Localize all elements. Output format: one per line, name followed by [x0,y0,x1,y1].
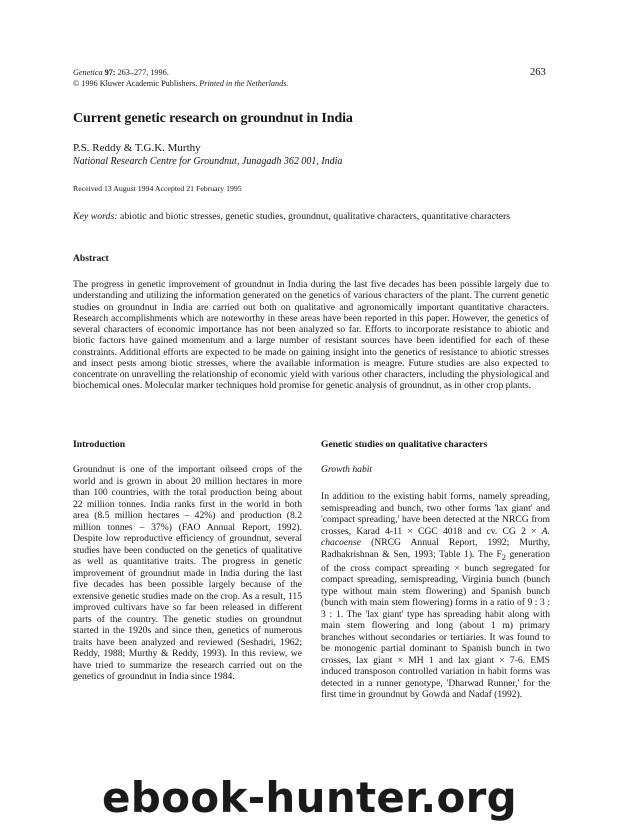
keywords [73,211,510,222]
article-title: Current genetic research on groundnut in India [73,111,353,126]
keywords-label: Key words: [73,211,118,222]
watermark-text: ebook-hunter.org [102,773,517,822]
introduction-text: Groundnut is one of the important oilseed crops of the world and is grown in about 20 million hectares in more than 100 countries, with the total production being about 22 million tonnes. India ranks first in the world in both area (8.5 million hectares – 42%) and production (8.2 million tonnes – 37%) (FAO Annual Report, 1992). Despite low reproductive efficiency of groundnut, several studies have been conducted on the genetics of qualitative as well as quantitative traits. The progress in genetic improvement of groundnut made in India during the last five decades has been possible largely because of the extensive genetic studies made on the crop. As a result, 115 improved cultivars have so far been released in different parts of the country. The genetic studies on groundnut started in the 1920s and since then, genetics of numerous traits have been analyzed and reviewed (Seshadri, 1962; Reddy, 1988; Murthy & Reddy, 1993). In this review, we have tried to summarize the research carried out on the genetics of groundnut in India since 1984. [73,464,302,682]
page-number: 263 [530,67,546,78]
growth-habit-text-part1: In addition to the existing habit forms, namely spreading, semispreading and bunch, two other forms 'lax giant' and 'compact spreading,' have been detected at the NRCG from crosses, Karad 4-11 × CGC 4018 and cv. CG 2 × [321,491,550,537]
journal-volume: 97: [104,68,116,77]
keywords-list: abiotic and biotic stresses, genetic studies, groundnut, qualitative characters, quantitative characters [120,211,511,222]
qualitative-heading: Genetic studies on qualitative characters [321,439,488,450]
authors: P.S. Reddy & T.G.K. Murthy [73,142,201,154]
copyright-text: 1996 Kluwer Academic Publishers. [81,78,198,88]
species-name: A. chacoense [321,525,550,548]
journal-name: Genetica [73,68,103,77]
journal-pages-year: 263–277, 1996. [117,68,169,77]
generation-subscript: 2 [501,552,506,562]
printed-text: Printed in the Netherlands. [199,78,289,88]
growth-habit-text [321,491,550,701]
copyright-icon: © [73,78,80,88]
growth-habit-text-part2: (NRCG Annual Report, 1992; Murthy, Radhakrishnan & Sen, 1993; Table 1). The F [321,537,550,560]
growth-habit-text-part3: generation of the cross compact spreading × bunch segregated for compact spreading, semispreading, Virginia bunch (bunch type without main stem flowering) and Spanish bunch (bunch with main stem flowering) forms in a ratio of 9 : 3 : 3 : 1. The 'lax giant' type has spreading habit along with main stem flowering and long (about 1 m) primary branches without secondaries or tertiaries. It was found to be monogenic partial dominant to Spanish bunch in two crosses, lax giant × MH 1 and lax giant × 7-6. EMS induced transposon controlled variation in habit forms was detected in a runner genotype, 'Dharwad Runner,' for the first time in groundnut by Gowda and Nadaf (1992). [321,548,551,701]
abstract-text: The progress in genetic improvement of groundnut in India during the last five decades has been possible largely due to understanding and utilizing the information generated on the genetics of various characters of the plant. The current genetic studies on groundnut in India are carried out both on qualitative and agronomically important quantitative characters. Research accomplishments which are noteworthy in these areas have been reported in this paper. However, the genetics of several characters of economic importance has not been analyzed so far. Efforts to incorporate resistance to abiotic and biotic factors have gained momentum and a large number of resistant sources have been identified for each of these constraints. Additional efforts are expected to be made on gaining insight into the genetics of resistance to abiotic stresses and insect pests among biotic stresses, where the available information is meagre. Future studies are also expected to concentrate on unravelling the relationship of economic yield with various other characters, including the physiological and biochemical ones. Molecular marker techniques hold promise for genetic analysis of groundnut, as in other crop plants. [73,279,549,392]
journal-line [73,68,288,79]
introduction-heading: Introduction [73,439,126,450]
copyright-line [73,79,288,90]
affiliation: National Research Centre for Groundnut, Junagadh 362 001, India [73,156,343,167]
abstract-heading: Abstract [73,253,109,264]
growth-habit-subheading: Growth habit [321,464,373,475]
received-dates: Received 13 August 1994 Accepted 21 February 1995 [73,184,242,193]
journal-citation [73,68,288,89]
